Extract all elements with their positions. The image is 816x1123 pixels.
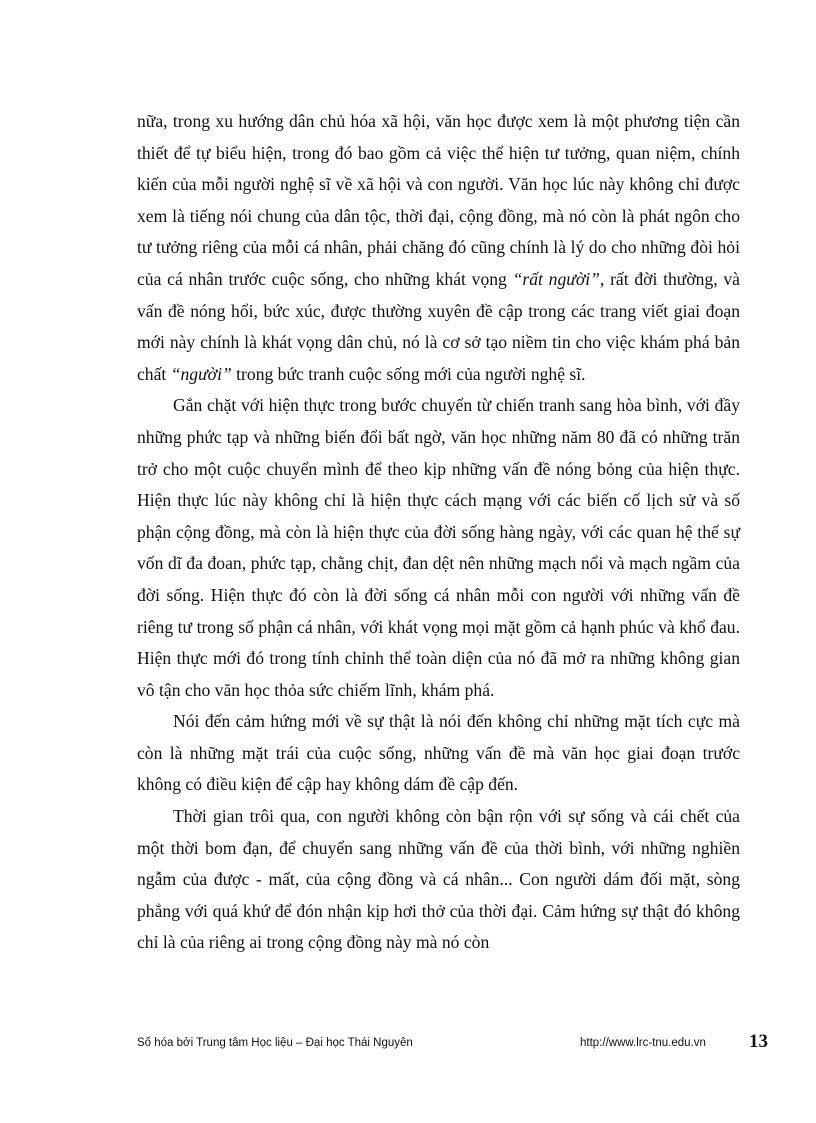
page-footer [137,1031,767,1061]
paragraph-1-text-3: trong bức tranh cuộc sống mới của người nghệ sĩ. [231,363,586,384]
footer-digitized-note: Số hóa bởi Trung tâm Học liệu – Đại học Thái Nguyên [137,1037,413,1049]
quoted-word-nguoi: “người” [170,363,232,384]
paragraph-1-text-2: , rất đời thường, và vấn đề nóng hổi, bức xúc, được thường xuyên đề cập trong các trang viết giai đoạn mới này chính là khát vọng dân chủ, nó là cơ sở tạo niềm tin cho việc khám phá bản chất [137,268,740,384]
footer-url-link[interactable]: http://www.lrc-tnu.edu.vn [580,1037,706,1049]
paragraph-4: Thời gian trôi qua, con người không còn bận rộn với sự sống và cái chết của một thời bom đạn, để chuyển sang những vấn đề của thời bình, với những nghiền ngẫm của được - mất, của cộng đồng và cá nhân... Con người dám đối mặt, sòng phẳng với quá khứ để đón nhận kịp hơi thở của thời đại. Cảm hứng sự thật đó không chỉ là của riêng ai trong cộng đồng này mà nó còn [137,806,740,953]
paragraph-1-text-1: nữa, trong xu hướng dân chủ hóa xã hội, văn học được xem là một phương tiện cần thiết để tự biểu hiện, trong đó bao gồm cả việc thể hiện tư tưởng, quan niệm, chính kiến của mỗi người nghệ sĩ về xã hội và con người. Văn học lúc này không chỉ được xem là tiếng nói chung của dân tộc, thời đại, cộng đồng, mà nó còn là phát ngôn cho tư tưởng riêng của mỗi cá nhân, phải chăng đó cũng chính là lý do cho những đòi hỏi của cá nhân trước cuộc sống, cho những khát vọng [137,111,740,289]
body-text [137,106,740,959]
paragraph-3: Nói đến cảm hứng mới về sự thật là nói đến không chỉ những mặt tích cực mà còn là những mặt trái của cuộc sống, những vấn đề mà văn học giai đoạn trước không có điều kiện để cập hay không dám đề cập đến. [137,711,740,795]
page-number: 13 [749,1031,768,1052]
paragraph-1 [137,106,740,390]
paragraph-2: Gắn chặt với hiện thực trong bước chuyển từ chiến tranh sang hòa bình, với đầy những phức tạp và những biến đổi bất ngờ, văn học những năm 80 đã có những trăn trở cho một cuộc chuyển mình để theo kịp những vấn đề nóng bỏng của hiện thực. Hiện thực lúc này không chỉ là hiện thực cách mạng với các biến cố lịch sử và số phận cộng đồng, mà còn là hiện thực của đời sống hàng ngày, với các quan hệ thế sự vốn dĩ đa đoan, phức tạp, chằng chịt, đan dệt nên những mạch nổi và mạch ngầm của đời sống. Hiện thực đó còn là đời sống cá nhân mỗi con người với những vấn đề riêng tư trong số phận cá nhân, với khát vọng mọi mặt gồm cả hạnh phúc và khổ đau. Hiện thực mới đó trong tính chỉnh thể toàn diện của nó đã mở ra những không gian vô tận cho văn học thỏa sức chiếm lĩnh, khám phá. [137,395,740,700]
quoted-phrase-rat-nguoi: “rất người” [512,268,600,289]
